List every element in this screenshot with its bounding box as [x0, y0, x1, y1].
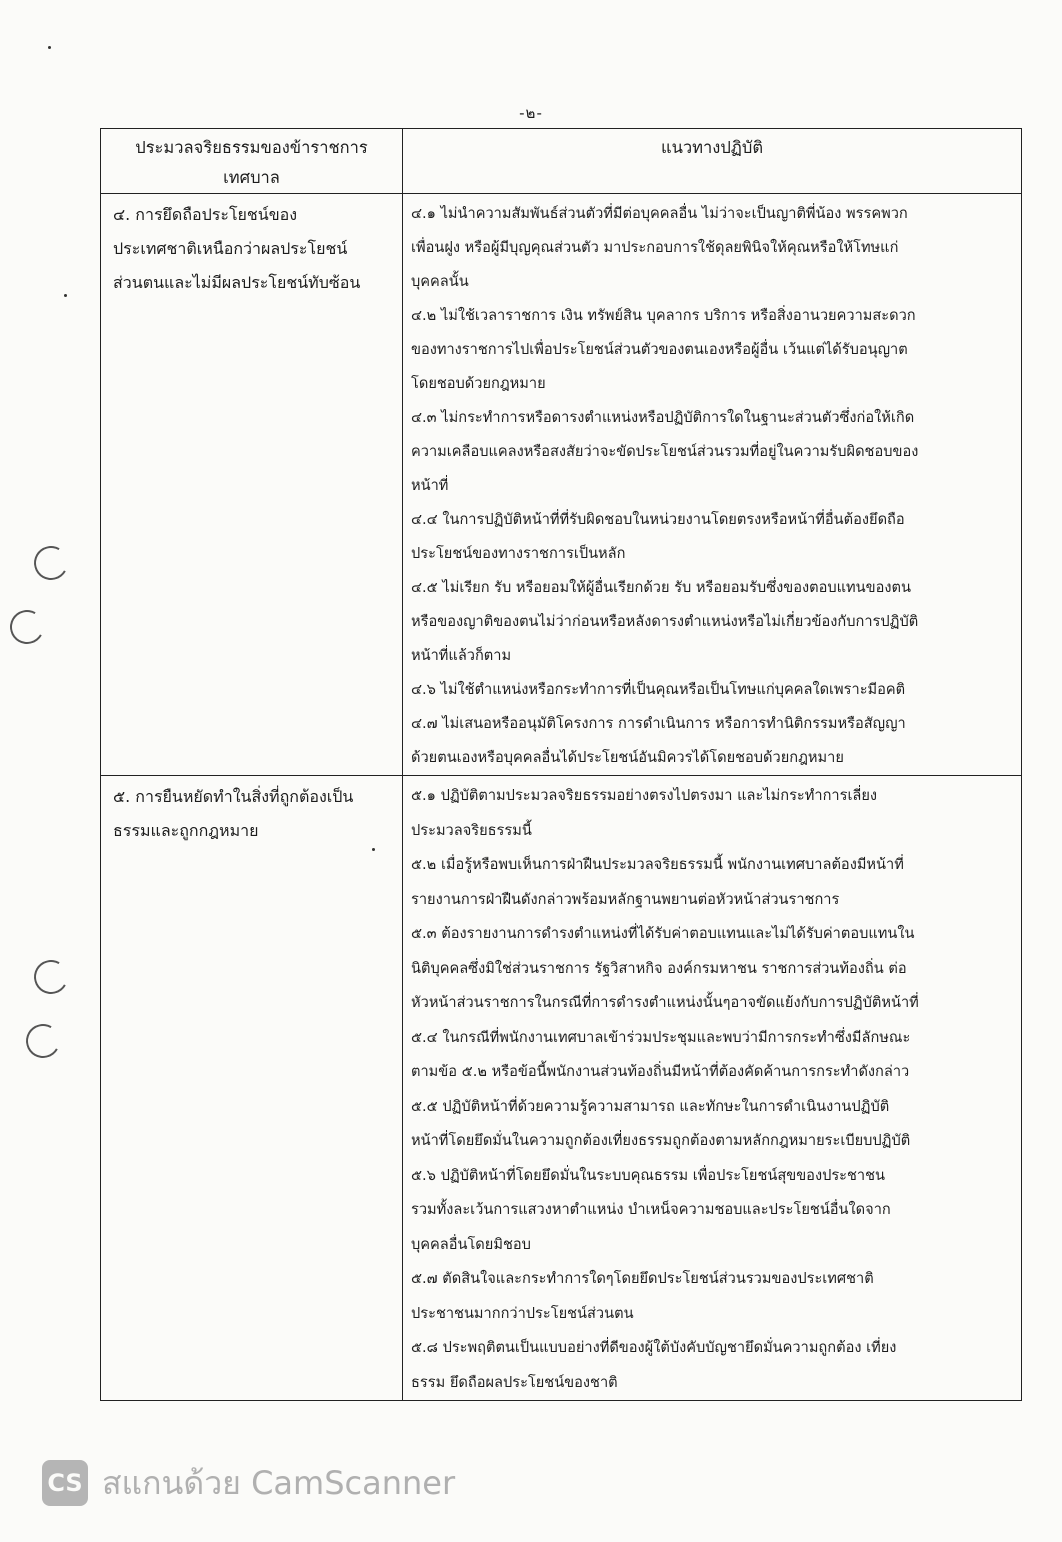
guideline-line: โดยชอบด้วยกฎหมาย — [411, 375, 546, 392]
guideline-line: ธรรม ยึดถือผลประโยชน์ของชาติ — [411, 1373, 618, 1391]
guideline-line: ๔.๓ ไม่กระทำการหรือดารงตำแหน่งหรือปฏิบัติการใดในฐานะส่วนตัวซึ่งก่อให้เกิด — [411, 409, 915, 426]
table-header-row — [101, 129, 1022, 194]
punch-hole-icon — [30, 956, 72, 998]
row-title-line: ๔. การยึดถือประโยชน์ของ — [113, 205, 298, 224]
guideline-line: รวมทั้งละเว้นการแสวงหาตำแหน่ง บำเหน็จความชอบและประโยชน์อื่นใดจาก — [411, 1201, 891, 1218]
guideline-line: หน้าที่โดยยึดมั่นในความถูกต้องเที่ยงธรรมถูกต้องตามหลักกฎหมายระเบียบปฏิบัติ — [411, 1132, 911, 1149]
scan-speck — [48, 46, 51, 49]
guideline-line: ตามข้อ ๕.๒ หรือข้อนี้พนักงานส่วนท้องถิ่นมีหน้าที่ต้องคัดค้านการกระทำดังกล่าว — [411, 1063, 910, 1080]
watermark-text: สแกนด้วย CamScanner — [102, 1463, 456, 1502]
guideline-line: หัวหน้าส่วนราชการในกรณีที่การดำรงตำแหน่งนั้นๆอาจขัดแย้งกับการปฏิบัติหน้าที่ — [411, 994, 919, 1011]
row-title-cell — [101, 194, 403, 776]
guideline-line: ๔.๒ ไม่ใช้เวลาราชการ เงิน ทรัพย์สิน บุคลากร บริการ หรือสิ่งอานวยความสะดวก — [411, 307, 916, 324]
header-right-label: แนวทางปฏิบัติ — [660, 138, 764, 157]
row-title-line: ประเทศชาติเหนือกว่าผลประโยชน์ — [113, 239, 348, 258]
guideline-line: ๕.๔ ในกรณีที่พนักงานเทศบาลเข้าร่วมประชุมและพบว่ามีการกระทำซึ่งมีลักษณะ — [411, 1028, 911, 1046]
guideline-line: หน้าที่ — [411, 477, 449, 494]
ethics-table — [100, 128, 1022, 1401]
guideline-line: ๕.๘ ประพฤติตนเป็นแบบอย่างที่ดีของผู้ใต้บังคับบัญชายึดมั่นความถูกต้อง เที่ยง — [411, 1339, 897, 1356]
row-title-line: ส่วนตนและไม่มีผลประโยชน์ทับซ้อน — [113, 273, 361, 292]
page-number: -๒- — [519, 104, 543, 122]
row-title-cell — [101, 776, 403, 1401]
table-row — [101, 194, 1022, 776]
guideline-line: ๕.๑ ปฏิบัติตามประมวลจริยธรรมอย่างตรงไปตรงมา และไม่กระทำการเลี่ยง — [411, 787, 878, 804]
guideline-line: ประมวลจริยธรรมนี้ — [411, 821, 532, 839]
guideline-line: ๕.๗ ตัดสินใจและกระทำการใดๆโดยยึดประโยชน์ส่วนรวมของประเทศชาติ — [411, 1270, 874, 1287]
scan-speck — [372, 848, 375, 851]
header-code-of-ethics — [101, 129, 403, 194]
guideline-line: หรือของญาติของตนไม่ว่าก่อนหรือหลังดารงตำแหน่งหรือไม่เกี่ยวข้องกับการปฏิบัติ — [411, 613, 919, 630]
guideline-line: ๔.๑ ไม่นำความสัมพันธ์ส่วนตัวที่มีต่อบุคคลอื่น ไม่ว่าจะเป็นญาติพี่น้อง พรรคพวก — [411, 205, 908, 222]
camscanner-watermark — [42, 1458, 455, 1508]
guideline-line: นิติบุคคลซึ่งมิใช่ส่วนราชการ รัฐวิสาหกิจ องค์กรมหาชน ราชการส่วนท้องถิ่น ต่อ — [411, 959, 907, 977]
guideline-line: เพื่อนฝูง หรือผู้มีบุญคุณส่วนตัว มาประกอบการใช้ดุลยพินิจให้คุณหรือให้โทษแก่ — [411, 239, 899, 256]
table-row — [101, 776, 1022, 1401]
guideline-line: ๕.๖ ปฏิบัติหน้าที่โดยยึดมั่นในระบบคุณธรรม เพื่อประโยชน์สุขของประชาชน — [411, 1166, 885, 1184]
guideline-line: หน้าที่แล้วก็ตาม — [411, 647, 512, 664]
guideline-line: บุคคลนั้น — [411, 273, 469, 290]
row-title-line: ธรรมและถูกกฎหมาย — [113, 821, 259, 840]
guideline-line: ๕.๒ เมื่อรู้หรือพบเห็นการฝ่าฝืนประมวลจริยธรรมนี้ พนักงานเทศบาลต้องมีหน้าที่ — [411, 856, 904, 873]
guideline-line: ประโยชน์ของทางราชการเป็นหลัก — [411, 545, 626, 562]
header-left-line-2: เทศบาล — [223, 168, 280, 187]
punch-hole-icon — [22, 1020, 64, 1062]
guideline-line: ๔.๕ ไม่เรียก รับ หรือยอมให้ผู้อื่นเรียกด้วย รับ หรือยอมรับซึ่งของตอบแทนของตน — [411, 579, 911, 596]
punch-hole-icon — [6, 606, 48, 648]
guideline-line: ๔.๖ ไม่ใช้ตำแหน่งหรือกระทำการที่เป็นคุณหรือเป็นโทษแก่บุคคลใดเพราะมีอคติ — [411, 681, 906, 698]
camscanner-logo-icon: CS — [42, 1460, 88, 1506]
guideline-line: ด้วยตนเองหรือบุคคลอื่นได้ประโยชน์อันมิควรได้โดยชอบด้วยกฎหมาย — [411, 749, 844, 766]
guideline-line: ๕.๓ ต้องรายงานการดำรงตำแหน่งที่ได้รับค่าตอบแทนและไม่ได้รับค่าตอบแทนใน — [411, 925, 915, 942]
row-guidelines-cell — [403, 194, 1022, 776]
guideline-line: ๔.๔ ในการปฏิบัติหน้าที่ที่รับผิดชอบในหน่วยงานโดยตรงหรือหน้าที่อื่นต้องยึดถือ — [411, 511, 905, 528]
guideline-line: ประชาชนมากกว่าประโยชน์ส่วนตน — [411, 1304, 634, 1322]
header-practice-guidelines — [403, 129, 1022, 194]
scan-speck — [64, 294, 67, 297]
row-guidelines-cell — [403, 776, 1022, 1401]
guideline-line: บุคคลอื่นโดยมิชอบ — [411, 1235, 531, 1253]
header-left-line-1: ประมวลจริยธรรมของข้าราชการ — [135, 138, 368, 157]
guideline-line: รายงานการฝ่าฝืนดังกล่าวพร้อมหลักฐานพยานต่อหัวหน้าส่วนราชการ — [411, 890, 840, 908]
guideline-line: ๔.๗ ไม่เสนอหรืออนุมัติโครงการ การดำเนินการ หรือการทำนิติกรรมหรือสัญญา — [411, 715, 906, 732]
guideline-line: ของทางราชการไปเพื่อประโยชน์ส่วนตัวของตนเองหรือผู้อื่น เว้นแต่ได้รับอนุญาต — [411, 341, 908, 358]
row-title-line: ๕. การยืนหยัดทำในสิ่งที่ถูกต้องเป็น — [113, 787, 354, 806]
guideline-line: ๕.๕ ปฏิบัติหน้าที่ด้วยความรู้ความสามารถ และทักษะในการดำเนินงานปฏิบัติ — [411, 1097, 890, 1115]
punch-hole-icon — [30, 542, 72, 584]
guideline-line: ความเคลือบแคลงหรือสงสัยว่าจะขัดประโยชน์ส่วนรวมที่อยู่ในความรับผิดชอบของ — [411, 443, 919, 460]
